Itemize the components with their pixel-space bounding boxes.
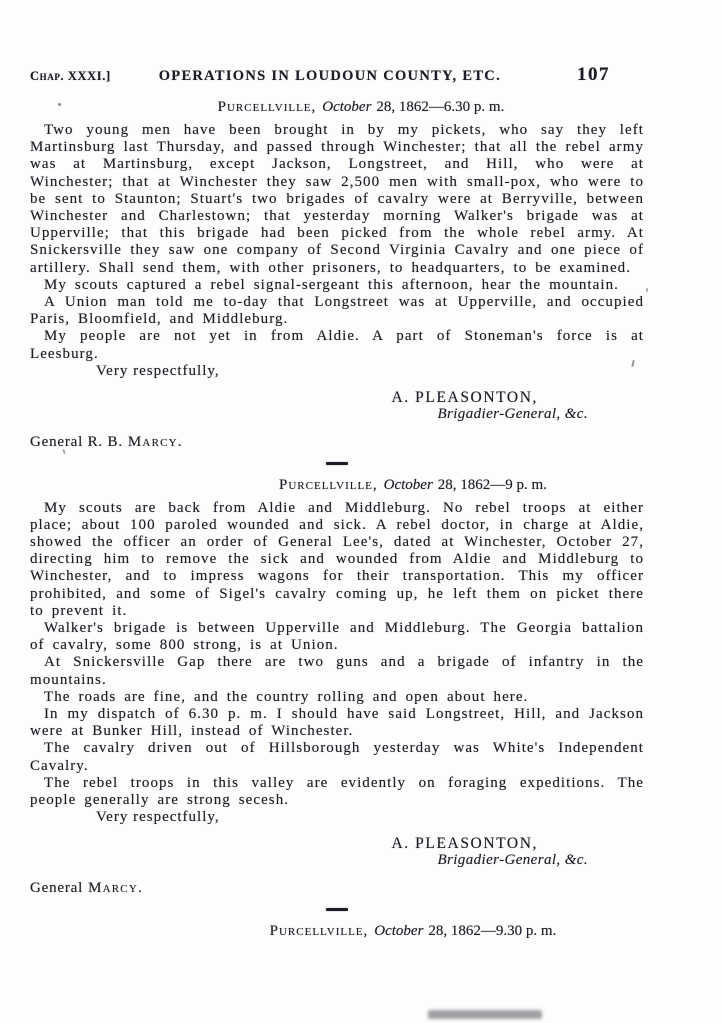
paragraph: Walker's brigade is between Upperville and Middleburg. The Georgia battalion of cavalry, some 800 strong, is at Union. [30,619,644,654]
signature-title: Brigadier-General, &c. [437,406,588,423]
paragraph: My people are not yet in from Aldie. A part of Stoneman's force is at Leesburg. [30,328,644,362]
addressee-name: Marcy. [88,879,143,896]
section-separator [30,462,644,465]
dateline-rest: 28, 1862—6.30 p. m. [376,99,505,115]
dateline-month: October [383,476,433,493]
dateline-month: October [374,922,424,939]
paragraph: The cavalry driven out of Hillsborough yesterday was White's Independent Cavalry. [30,740,644,774]
dateline-place: Purcellville, [217,99,317,115]
signature-name: A. PLEASONTON, [391,389,538,407]
dateline [106,477,720,494]
paragraph: A Union man told me to-day that Longstreet was at Upperville, and occupied Paris, Bloomfield, and Middleburg. [30,294,644,328]
addressee-line [30,880,644,897]
paragraph: At Snickersville Gap there are two guns and a brigade of infantry in the mountains. [30,654,644,688]
letter-630pm [30,99,644,451]
paragraph: My scouts are back from Aldie and Middleburg. No rebel troops at either place; about 100 paroled wounded and sick. A rebel doctor, in charge at Aldie, showed the officer an order of General Lee's, dated at Winchester, October 27, directing him to remove the sick and wounded from Aldie and Middleburg to Winchester, and to impress wagons for their transportation. This my officer prohibited, and some of Sigel's cavalry coming up, he left them on picket there to prevent it. [30,499,644,619]
dateline [106,923,720,940]
scan-artifact-speck [58,103,61,106]
paragraph: My scouts captured a rebel signal-sergeant this afternoon, hear the mountain. [44,276,619,293]
letter-9pm [30,477,644,897]
closing-line: Very respectfully, [96,809,220,826]
addressee-prefix: General R. B. [30,433,123,450]
paragraph: The rebel troops in this valley are evidently on foraging expeditions. The people generally are strong secesh. [30,774,644,808]
addressee-line [30,434,644,451]
dash-rule [326,462,348,465]
paragraph: In my dispatch of 6.30 p. m. I should have said Longstreet, Hill, and Jackson were at Bunker Hill, instead of Winchester. [30,705,644,740]
dash-rule [326,908,348,911]
page-header [30,64,644,86]
addressee-name: Marcy. [127,433,183,450]
page-number: 107 [577,64,610,85]
scan-artifact-smudge [428,1010,542,1019]
running-title: OPERATIONS IN LOUDOUN COUNTY, ETC. [158,68,502,84]
dateline-rest: 28, 1862—9.30 p. m. [428,922,557,939]
addressee-prefix: General [30,879,84,896]
dateline-rest: 28, 1862—9 p. m. [437,476,547,493]
dateline-place: Purcellville, [269,922,369,939]
section-separator [30,908,644,911]
signature-title: Brigadier-General, &c. [437,852,588,869]
scan-artifact-speck [646,288,648,292]
dateline-place: Purcellville, [279,476,378,493]
paragraph: The roads are fine, and the country rolling and open about here. [44,688,529,705]
chapter-label: Chap. XXXI.] [30,69,111,83]
letter-930pm [30,923,644,940]
closing-line: Very respectfully, [96,362,220,379]
signature-name: A. PLEASONTON, [391,835,538,853]
paragraph: Two young men have been brought in by my pickets, who say they left Martinsburg last Thursday, and passed through Winchester; that all the rebel army was at Martinsburg, except Jackson, Longstreet, and Hill, who were at Winchester; that at Winchester they saw 2,500 men with small-pox, who were to be sent to Staunton; Stuart's two brigades of cavalry were at Berryville, between Winchester and Charlestown; that yesterday morning Walker's brigade was at Upperville; that this brigade had been picked from the whole rebel army. At Snickersville they saw one company of Second Virginia Cavalry and one piece of artillery. Shall send them, with other prisoners, to headquarters, to be examined. [30,122,644,276]
dateline [54,99,668,116]
dateline-month: October [322,99,372,115]
